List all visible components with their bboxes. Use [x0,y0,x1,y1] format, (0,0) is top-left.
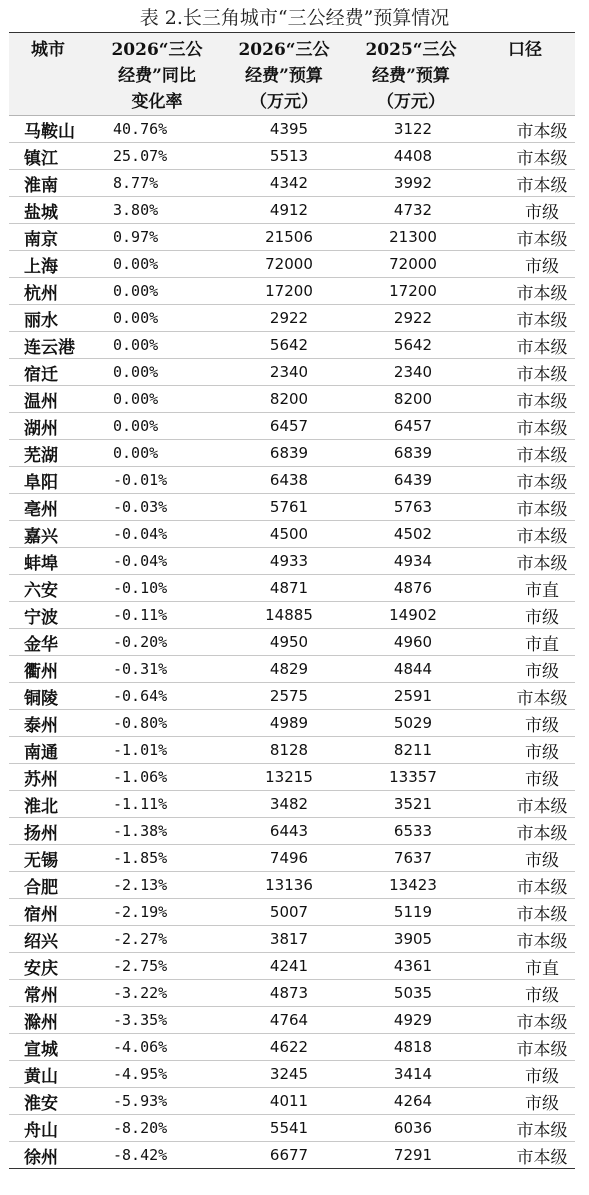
city-cell: 铜陵 [9,683,93,710]
city-cell: 镇江 [9,143,93,170]
budget-2026-cell: 6457 [221,413,347,440]
budget-2025-cell: 4844 [347,656,475,683]
scope-cell: 市本级 [475,143,575,170]
yoy-change-cell: -0.31% [93,656,221,683]
yoy-change-cell: 0.00% [93,386,221,413]
city-cell: 宿迁 [9,359,93,386]
table-row [9,413,575,440]
budget-2026-cell: 4873 [221,980,347,1007]
budget-2025-cell: 5119 [347,899,475,926]
budget-2025-cell: 3992 [347,170,475,197]
table-row [9,467,575,494]
yoy-change-cell: -1.11% [93,791,221,818]
budget-2025-cell: 17200 [347,278,475,305]
budget-2025-cell: 2922 [347,305,475,332]
yoy-change-cell: 0.00% [93,278,221,305]
city-cell: 淮安 [9,1088,93,1115]
yoy-change-cell: 0.97% [93,224,221,251]
header-yoy-line-3: 变化率 [131,92,183,112]
city-cell: 六安 [9,575,93,602]
budget-2025-cell: 3414 [347,1061,475,1088]
scope-cell: 市级 [475,1088,575,1115]
budget-2025-cell: 8211 [347,737,475,764]
budget-2025-cell: 6439 [347,467,475,494]
table-row [9,1007,575,1034]
budget-2026-cell: 13136 [221,872,347,899]
yoy-change-cell: -8.42% [93,1142,221,1169]
scope-cell: 市本级 [475,521,575,548]
table-row [9,305,575,332]
table-row [9,926,575,953]
budget-table [9,32,575,1169]
yoy-change-cell: -2.13% [93,872,221,899]
budget-2025-cell: 8200 [347,386,475,413]
yoy-change-cell: 0.00% [93,332,221,359]
yoy-change-cell: 0.00% [93,359,221,386]
city-cell: 常州 [9,980,93,1007]
budget-2026-cell: 3245 [221,1061,347,1088]
yoy-change-cell: -1.38% [93,818,221,845]
table-row [9,1115,575,1142]
budget-2025-cell: 4264 [347,1088,475,1115]
table-row [9,494,575,521]
scope-cell: 市级 [475,197,575,224]
table-row [9,899,575,926]
yoy-change-cell: -0.20% [93,629,221,656]
table-row [9,1088,575,1115]
table-row [9,845,575,872]
scope-cell: 市本级 [475,818,575,845]
scope-cell: 市本级 [475,467,575,494]
yoy-change-cell: -0.64% [93,683,221,710]
yoy-change-cell: -0.11% [93,602,221,629]
yoy-change-cell: 0.00% [93,413,221,440]
scope-cell: 市本级 [475,1034,575,1061]
budget-2026-cell: 5642 [221,332,347,359]
scope-cell: 市本级 [475,359,575,386]
scope-cell: 市本级 [475,1142,575,1169]
scope-cell: 市本级 [475,1115,575,1142]
city-cell: 扬州 [9,818,93,845]
scope-cell: 市本级 [475,224,575,251]
table-row [9,224,575,251]
budget-2026-cell: 4241 [221,953,347,980]
scope-cell: 市级 [475,602,575,629]
budget-2025-cell: 6839 [347,440,475,467]
table-row [9,548,575,575]
budget-2026-cell: 4500 [221,521,347,548]
budget-2025-cell: 4960 [347,629,475,656]
table-row [9,602,575,629]
city-cell: 上海 [9,251,93,278]
budget-2025-cell: 5035 [347,980,475,1007]
header-2026-line-3: （万元） [250,92,318,112]
header-2026-line-2: 经费”预算 [245,66,323,86]
table-row [9,818,575,845]
table-row [9,737,575,764]
budget-2026-cell: 4395 [221,116,347,143]
budget-2025-cell: 6457 [347,413,475,440]
scope-cell: 市本级 [475,926,575,953]
scope-cell: 市本级 [475,791,575,818]
city-cell: 黄山 [9,1061,93,1088]
scope-cell: 市本级 [475,332,575,359]
budget-2025-cell: 4818 [347,1034,475,1061]
budget-2025-cell: 4408 [347,143,475,170]
yoy-change-cell: 0.00% [93,440,221,467]
budget-2026-cell: 3817 [221,926,347,953]
budget-2026-cell: 2340 [221,359,347,386]
budget-2025-cell: 2591 [347,683,475,710]
table-row [9,521,575,548]
city-cell: 宁波 [9,602,93,629]
scope-cell: 市级 [475,656,575,683]
header-budget-2025 [347,33,475,116]
city-cell: 亳州 [9,494,93,521]
budget-2026-cell: 7496 [221,845,347,872]
budget-2025-cell: 13357 [347,764,475,791]
header-yoy-line-1: 2026“三公 [111,40,203,60]
table-row [9,791,575,818]
city-cell: 湖州 [9,413,93,440]
budget-2025-cell: 5642 [347,332,475,359]
budget-2025-cell: 4732 [347,197,475,224]
budget-2026-cell: 5007 [221,899,347,926]
budget-2026-cell: 4871 [221,575,347,602]
scope-cell: 市本级 [475,548,575,575]
budget-2026-cell: 4950 [221,629,347,656]
budget-2026-cell: 6438 [221,467,347,494]
yoy-change-cell: -3.35% [93,1007,221,1034]
scope-cell: 市级 [475,251,575,278]
budget-2025-cell: 3521 [347,791,475,818]
budget-2026-cell: 3482 [221,791,347,818]
city-cell: 滁州 [9,1007,93,1034]
table-row [9,386,575,413]
budget-2026-cell: 4829 [221,656,347,683]
city-cell: 马鞍山 [9,116,93,143]
city-cell: 绍兴 [9,926,93,953]
yoy-change-cell: -0.01% [93,467,221,494]
scope-cell: 市直 [475,629,575,656]
budget-2026-cell: 5541 [221,1115,347,1142]
table-row [9,629,575,656]
scope-cell: 市本级 [475,116,575,143]
table-title: 表 2.长三角城市“三公经费”预算情况 [139,7,450,29]
scope-cell: 市级 [475,1061,575,1088]
yoy-change-cell: -5.93% [93,1088,221,1115]
header-yoy-line-2: 经费”同比 [118,66,196,86]
header-2025-line-3: （万元） [377,92,445,112]
budget-2026-cell: 8200 [221,386,347,413]
budget-2025-cell: 13423 [347,872,475,899]
table-row [9,575,575,602]
budget-2025-cell: 5029 [347,710,475,737]
scope-cell: 市本级 [475,278,575,305]
budget-2026-cell: 4622 [221,1034,347,1061]
header-2026-line-1: 2026“三公 [238,40,330,60]
budget-2025-cell: 7291 [347,1142,475,1169]
yoy-change-cell: -0.03% [93,494,221,521]
yoy-change-cell: -0.04% [93,521,221,548]
budget-2026-cell: 17200 [221,278,347,305]
budget-2026-cell: 4912 [221,197,347,224]
budget-2025-cell: 4929 [347,1007,475,1034]
scope-cell: 市本级 [475,683,575,710]
yoy-change-cell: -8.20% [93,1115,221,1142]
city-cell: 徐州 [9,1142,93,1169]
budget-2026-cell: 14885 [221,602,347,629]
table-row [9,116,575,143]
city-cell: 衢州 [9,656,93,683]
yoy-change-cell: -0.10% [93,575,221,602]
budget-2025-cell: 3122 [347,116,475,143]
yoy-change-cell: -1.06% [93,764,221,791]
table-row [9,872,575,899]
budget-2026-cell: 4989 [221,710,347,737]
budget-2025-cell: 21300 [347,224,475,251]
yoy-change-cell: -1.85% [93,845,221,872]
city-cell: 宣城 [9,1034,93,1061]
city-cell: 南京 [9,224,93,251]
scope-cell: 市本级 [475,386,575,413]
table-row [9,197,575,224]
city-cell: 金华 [9,629,93,656]
budget-2026-cell: 4342 [221,170,347,197]
budget-2025-cell: 72000 [347,251,475,278]
budget-2026-cell: 6443 [221,818,347,845]
table-header-row [9,33,575,116]
table-row [9,953,575,980]
table-row [9,764,575,791]
city-cell: 合肥 [9,872,93,899]
header-budget-2026 [221,33,347,116]
budget-2025-cell: 4876 [347,575,475,602]
budget-2026-cell: 5513 [221,143,347,170]
table-row [9,251,575,278]
budget-2026-cell: 4764 [221,1007,347,1034]
yoy-change-cell: 0.00% [93,305,221,332]
scope-cell: 市级 [475,845,575,872]
scope-cell: 市本级 [475,494,575,521]
header-scope-line: 口径 [508,40,542,60]
table-row [9,683,575,710]
city-cell: 安庆 [9,953,93,980]
city-cell: 淮南 [9,170,93,197]
table-row [9,980,575,1007]
city-cell: 连云港 [9,332,93,359]
scope-cell: 市级 [475,980,575,1007]
header-2025-line-2: 经费”预算 [372,66,450,86]
city-cell: 嘉兴 [9,521,93,548]
budget-2026-cell: 2575 [221,683,347,710]
city-cell: 苏州 [9,764,93,791]
budget-2025-cell: 6036 [347,1115,475,1142]
yoy-change-cell: -4.06% [93,1034,221,1061]
budget-2025-cell: 7637 [347,845,475,872]
table-row [9,710,575,737]
scope-cell: 市本级 [475,305,575,332]
city-cell: 蚌埠 [9,548,93,575]
city-cell: 杭州 [9,278,93,305]
city-cell: 舟山 [9,1115,93,1142]
yoy-change-cell: -2.75% [93,953,221,980]
table-row [9,332,575,359]
yoy-change-cell: -0.04% [93,548,221,575]
yoy-change-cell: 8.77% [93,170,221,197]
yoy-change-cell: -4.95% [93,1061,221,1088]
budget-2026-cell: 13215 [221,764,347,791]
city-cell: 阜阳 [9,467,93,494]
yoy-change-cell: -2.19% [93,899,221,926]
budget-2026-cell: 5761 [221,494,347,521]
yoy-change-cell: 40.76% [93,116,221,143]
budget-2026-cell: 2922 [221,305,347,332]
table-row [9,359,575,386]
city-cell: 南通 [9,737,93,764]
scope-cell: 市本级 [475,440,575,467]
header-yoy-change [93,33,221,116]
table-row [9,1034,575,1061]
scope-cell: 市级 [475,764,575,791]
table-row [9,656,575,683]
budget-2026-cell: 8128 [221,737,347,764]
budget-2025-cell: 2340 [347,359,475,386]
budget-2025-cell: 4934 [347,548,475,575]
yoy-change-cell: -1.01% [93,737,221,764]
table-row [9,143,575,170]
table-row [9,1142,575,1169]
scope-cell: 市直 [475,953,575,980]
budget-2026-cell: 6839 [221,440,347,467]
budget-2026-cell: 4011 [221,1088,347,1115]
yoy-change-cell: -2.27% [93,926,221,953]
budget-2025-cell: 14902 [347,602,475,629]
budget-2026-cell: 21506 [221,224,347,251]
city-cell: 盐城 [9,197,93,224]
city-cell: 丽水 [9,305,93,332]
header-city [9,33,93,116]
scope-cell: 市级 [475,710,575,737]
budget-2025-cell: 3905 [347,926,475,953]
scope-cell: 市本级 [475,872,575,899]
city-cell: 无锡 [9,845,93,872]
budget-2025-cell: 6533 [347,818,475,845]
city-cell: 泰州 [9,710,93,737]
scope-cell: 市本级 [475,1007,575,1034]
table-row [9,1061,575,1088]
budget-2025-cell: 4502 [347,521,475,548]
city-cell: 淮北 [9,791,93,818]
city-cell: 芜湖 [9,440,93,467]
yoy-change-cell: -0.80% [93,710,221,737]
budget-2026-cell: 72000 [221,251,347,278]
budget-2025-cell: 4361 [347,953,475,980]
yoy-change-cell: 0.00% [93,251,221,278]
table-body [9,116,575,1169]
budget-2026-cell: 6677 [221,1142,347,1169]
scope-cell: 市本级 [475,413,575,440]
yoy-change-cell: 3.80% [93,197,221,224]
header-2025-line-1: 2025“三公 [365,40,457,60]
budget-2025-cell: 5763 [347,494,475,521]
table-row [9,440,575,467]
yoy-change-cell: 25.07% [93,143,221,170]
city-cell: 温州 [9,386,93,413]
scope-cell: 市级 [475,737,575,764]
budget-2026-cell: 4933 [221,548,347,575]
table-row [9,170,575,197]
yoy-change-cell: -3.22% [93,980,221,1007]
scope-cell: 市直 [475,575,575,602]
header-city-line: 城市 [31,40,65,60]
city-cell: 宿州 [9,899,93,926]
scope-cell: 市本级 [475,170,575,197]
table-row [9,278,575,305]
scope-cell: 市本级 [475,899,575,926]
header-scope [475,33,575,116]
